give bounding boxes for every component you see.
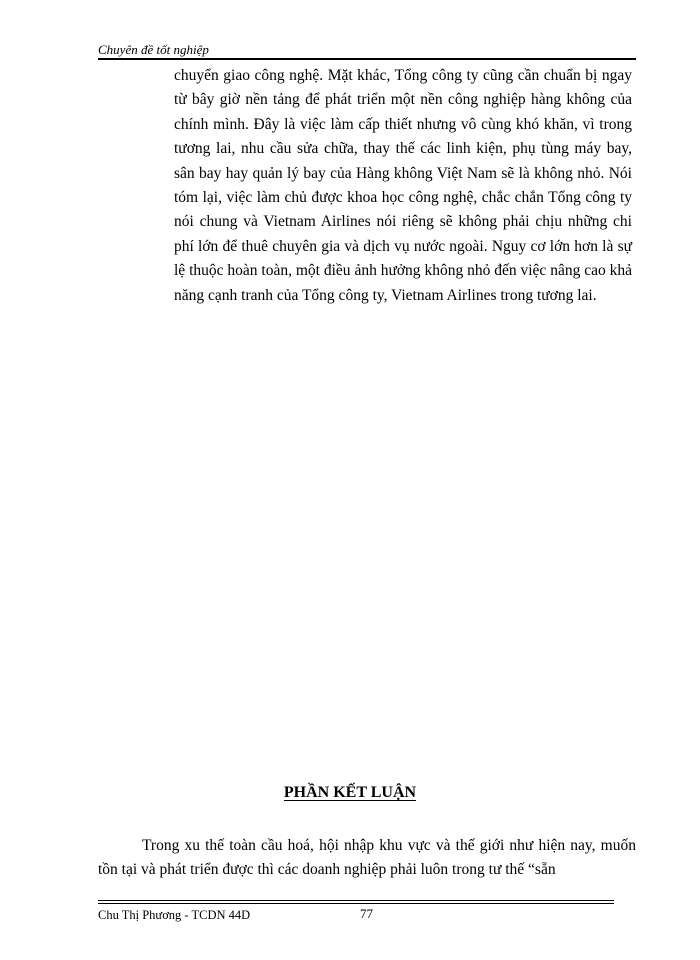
paragraph-top: chuyển giao công nghệ. Mặt khác, Tổng công ty cũng cần chuẩn bị ngay từ bây giờ nền tảng để phát triển một nền công nghiệp hàng không của chính mình. Đây là việc làm cấp thiết nhưng vô cùng khó khăn, vì trong tương lai, nhu cầu sửa chữa, thay thế các linh kiện, phụ tùng máy bay, sân bay hay quản lý bay của Hàng không Việt Nam sẽ là không nhỏ. Nói tóm lại, việc làm chủ được khoa học công nghệ, chắc chắn Tổng công ty nói chung và Vietnam Airlines nói riêng sẽ không phải chịu những chi phí lớn để thuê chuyên gia và dịch vụ nước ngoài. Nguy cơ lớn hơn là sự lệ thuộc hoàn toàn, một điều ảnh hưởng không nhỏ đến việc nâng cao khả năng cạnh tranh của Tổng công ty, Vietnam Airlines trong tương lai.: [174, 67, 632, 304]
section-title-text: PHẦN KẾT LUẬN: [283, 784, 417, 801]
page-footer: [98, 900, 638, 928]
header-rule: [98, 58, 636, 60]
page-number: 77: [360, 906, 373, 921]
paragraph-bottom: Trong xu thế toàn cầu hoá, hội nhập khu vực và thế giới như hiện nay, muốn tồn tại và phát triển được thì các doanh nghiệp phải luôn trong tư thế “sẵn: [98, 837, 636, 878]
page-header: [98, 40, 636, 60]
footer-rule: [98, 900, 614, 901]
header-title: Chuyên đề tốt nghiệp: [98, 42, 209, 57]
footer-author: Chu Thị Phương - TCDN 44D: [98, 908, 251, 922]
section-title: [0, 784, 700, 802]
footer-rule-secondary: [98, 903, 614, 904]
